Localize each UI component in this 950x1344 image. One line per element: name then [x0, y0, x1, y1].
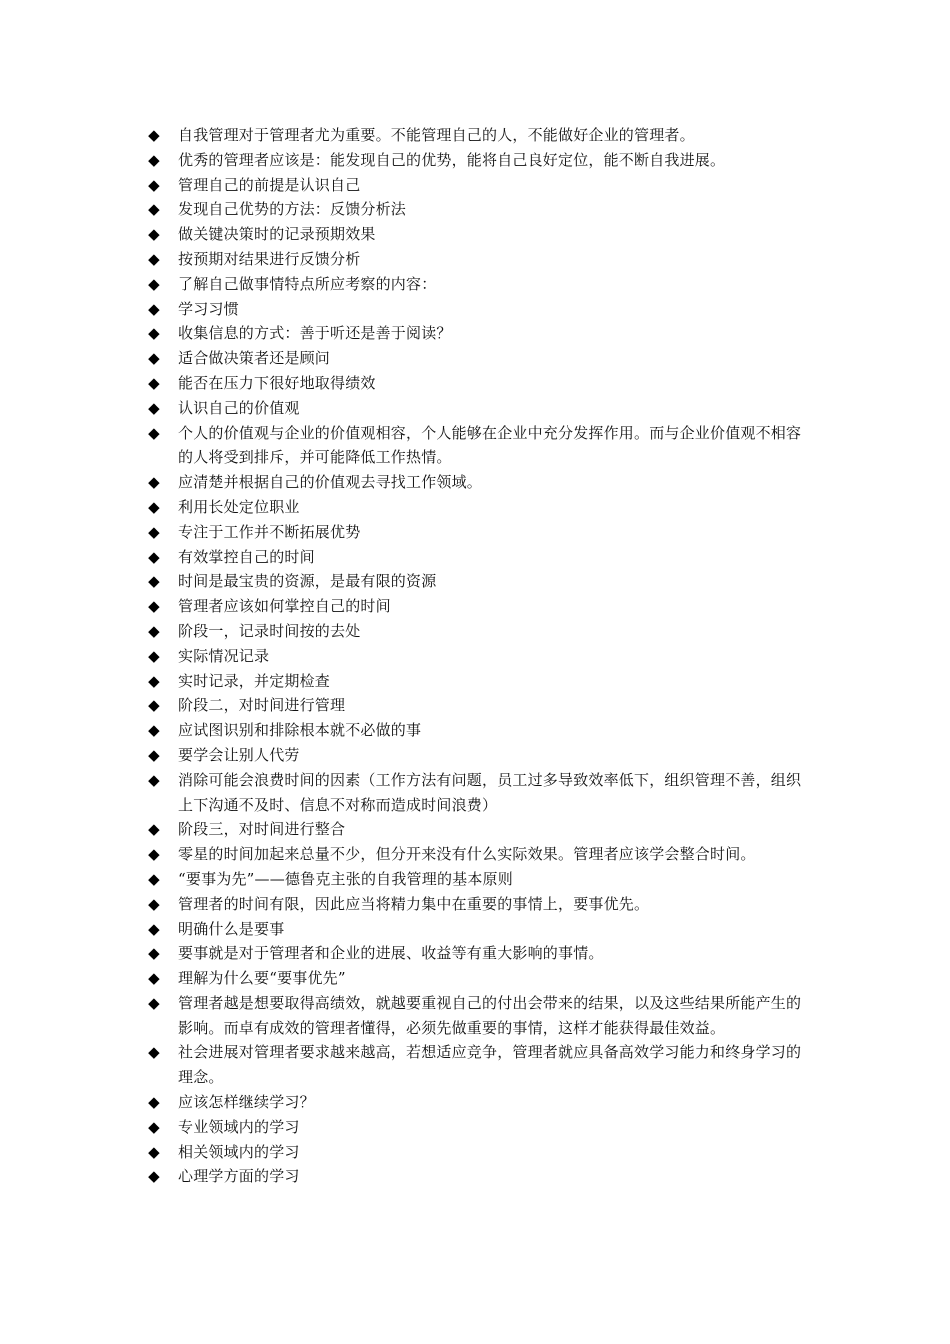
list-item: [145, 718, 815, 743]
list-item-text: 应该怎样继续学习？: [178, 1093, 315, 1112]
list-item-text: 了解自己做事情特点所应考察的内容：: [178, 274, 437, 293]
diamond-bullet-icon: ◆: [148, 126, 160, 144]
diamond-bullet-icon: ◆: [148, 1117, 160, 1136]
list-item-text: 有效掌控自己的时间: [178, 547, 315, 566]
diamond-bullet-icon: ◆: [148, 944, 160, 963]
list-item-text: 认识自己的价值观: [178, 398, 300, 417]
list-item: [145, 520, 815, 545]
list-item-text: 管理者的时间有限，因此应当将精力集中在重要的事情上，要事优先。: [178, 894, 650, 913]
diamond-bullet-icon: ◆: [148, 745, 160, 764]
list-item: [145, 297, 815, 322]
list-item: [145, 197, 815, 222]
list-item: [145, 247, 815, 272]
diamond-bullet-icon: ◆: [148, 770, 160, 789]
diamond-bullet-icon: ◆: [148, 324, 160, 343]
diamond-bullet-icon: ◆: [148, 299, 160, 318]
list-item-text: 利用长处定位职业: [178, 497, 300, 516]
diamond-bullet-icon: ◆: [148, 894, 160, 913]
list-item: [145, 991, 815, 1041]
list-item: [145, 123, 815, 148]
diamond-bullet-icon: ◆: [148, 597, 160, 616]
list-item: [145, 545, 815, 570]
diamond-bullet-icon: ◆: [148, 1142, 160, 1161]
list-item-text: 发现自己优势的方法：反馈分析法: [178, 200, 407, 219]
list-item-text: 优秀的管理者应该是：能发现自己的优势，能将自己良好定位，能不断自我进展。: [178, 150, 726, 169]
list-item-text: 管理者应该如何掌控自己的时间: [178, 597, 391, 616]
list-item: [145, 693, 815, 718]
diamond-bullet-icon: ◆: [148, 993, 160, 1012]
diamond-bullet-icon: ◆: [148, 820, 160, 839]
list-item: [145, 917, 815, 942]
diamond-bullet-icon: ◆: [148, 696, 160, 715]
list-item-text: 按预期对结果进行反馈分析: [178, 249, 361, 268]
list-item: [145, 470, 815, 495]
list-item: [145, 743, 815, 768]
list-item-text: 适合做决策者还是顾问: [178, 349, 331, 368]
list-item: [145, 768, 815, 818]
list-item: [145, 1115, 815, 1140]
list-item: [145, 867, 815, 892]
list-item: [145, 148, 815, 173]
list-item: [145, 966, 815, 991]
diamond-bullet-icon: ◆: [148, 150, 160, 169]
list-item: [145, 1040, 815, 1090]
diamond-bullet-icon: ◆: [148, 621, 160, 640]
list-item-text: 管理自己的前提是认识自己: [178, 175, 361, 194]
list-item: [145, 817, 815, 842]
list-item: [145, 619, 815, 644]
list-item: [145, 669, 815, 694]
list-item-text: 要事就是对于管理者和企业的进展、收益等有重大影响的事情。: [178, 944, 604, 963]
list-item: [145, 173, 815, 198]
list-item: [145, 842, 815, 867]
list-item: [145, 1164, 815, 1189]
list-item-text: 学习习惯: [178, 299, 239, 318]
diamond-bullet-icon: ◆: [148, 721, 160, 740]
diamond-bullet-icon: ◆: [148, 671, 160, 690]
diamond-bullet-icon: ◆: [148, 646, 160, 665]
list-item: [145, 222, 815, 247]
list-item-text: 专注于工作并不断拓展优势: [178, 522, 361, 541]
list-item-text: 要学会让别人代劳: [178, 745, 300, 764]
diamond-bullet-icon: ◆: [148, 473, 160, 492]
list-item-text: 社会进展对管理者要求越来越高，若想适应竞争，管理者就应具备高效学习能力和终身学习的理念。: [178, 1043, 802, 1087]
diamond-bullet-icon: ◆: [148, 1093, 160, 1112]
diamond-bullet-icon: ◆: [148, 1167, 160, 1186]
diamond-bullet-icon: ◆: [148, 175, 160, 194]
list-item-text: 收集信息的方式：善于听还是善于阅读？: [178, 324, 452, 343]
list-item: [145, 892, 815, 917]
list-item-text: 应试图识别和排除根本就不必做的事: [178, 721, 422, 740]
list-item: [145, 941, 815, 966]
list-item: [145, 272, 815, 297]
list-item: [145, 396, 815, 421]
diamond-bullet-icon: ◆: [148, 845, 160, 864]
list-item: [145, 569, 815, 594]
list-item: [145, 346, 815, 371]
diamond-bullet-icon: ◆: [148, 225, 160, 244]
list-item: [145, 495, 815, 520]
list-item: [145, 321, 815, 346]
list-item-text: 实时记录，并定期检查: [178, 671, 331, 690]
diamond-bullet-icon: ◆: [148, 869, 160, 888]
list-item-text: 做关键决策时的记录预期效果: [178, 225, 376, 244]
list-item-text: 阶段一，记录时间按的去处: [178, 621, 361, 640]
list-item: [145, 1140, 815, 1165]
diamond-bullet-icon: ◆: [148, 249, 160, 268]
list-item-text: 消除可能会浪费时间的因素（工作方法有问题，员工过多导致效率低下，组织管理不善，组织上下沟通不及时、信息不对称而造成时间浪费）: [178, 770, 802, 814]
list-item-text: 专业领域内的学习: [178, 1117, 300, 1136]
diamond-bullet-icon: ◆: [148, 398, 160, 417]
list-item-text: 应清楚并根据自己的价值观去寻找工作领域。: [178, 473, 483, 492]
list-item: [145, 594, 815, 619]
list-item-text: 零星的时间加起来总量不少，但分开来没有什么实际效果。管理者应该学会整合时间。: [178, 845, 756, 864]
diamond-bullet-icon: ◆: [148, 547, 160, 566]
list-item-text: 能否在压力下很好地取得绩效: [178, 373, 376, 392]
list-item: [145, 1090, 815, 1115]
diamond-bullet-icon: ◆: [148, 200, 160, 219]
list-item-text: 个人的价值观与企业的价值观相容，个人能够在企业中充分发挥作用。而与企业价值观不相容的人将受到排斥，并可能降低工作热情。: [178, 423, 802, 467]
list-item: [145, 644, 815, 669]
list-item-text: 阶段三，对时间进行整合: [178, 820, 346, 839]
diamond-bullet-icon: ◆: [148, 497, 160, 516]
diamond-bullet-icon: ◆: [148, 522, 160, 541]
list-item-text: 实际情况记录: [178, 646, 270, 665]
diamond-bullet-icon: ◆: [148, 969, 160, 988]
diamond-bullet-icon: ◆: [148, 1043, 160, 1062]
list-item-text: 阶段二，对时间进行管理: [178, 696, 346, 715]
list-item-text: 管理者越是想要取得高绩效，就越要重视自己的付出会带来的结果，以及这些结果所能产生的影响。而卓有成效的管理者懂得，必须先做重要的事情，这样才能获得最佳效益。: [178, 993, 802, 1037]
list-item-text: 心理学方面的学习: [178, 1167, 300, 1186]
diamond-bullet-icon: ◆: [148, 423, 160, 442]
list-item-text: 理解为什么要“要事优先”: [178, 969, 346, 988]
list-item-text: 明确什么是要事: [178, 919, 285, 938]
diamond-bullet-icon: ◆: [148, 572, 160, 591]
diamond-bullet-icon: ◆: [148, 373, 160, 392]
diamond-bullet-icon: ◆: [148, 919, 160, 938]
list-item: [145, 371, 815, 396]
bullet-list: [145, 123, 815, 1189]
list-item-text: 时间是最宝贵的资源，是最有限的资源: [178, 572, 437, 591]
diamond-bullet-icon: ◆: [148, 274, 160, 293]
list-item: [145, 421, 815, 471]
diamond-bullet-icon: ◆: [148, 349, 160, 368]
list-item-text: 相关领域内的学习: [178, 1142, 300, 1161]
list-item-text: “要事为先”——德鲁克主张的自我管理的基本原则: [178, 869, 513, 888]
list-item-text: 自我管理对于管理者尤为重要。不能管理自己的人，不能做好企业的管理者。: [178, 126, 695, 144]
